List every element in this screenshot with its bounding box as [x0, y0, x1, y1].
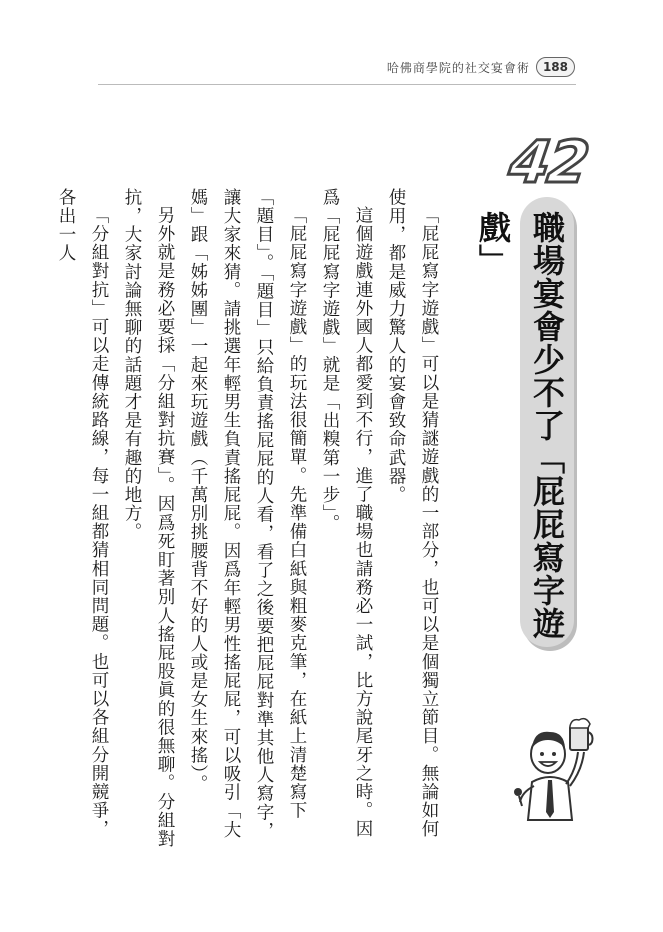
body-text [56, 188, 445, 848]
page-number: 188 [536, 57, 575, 77]
paragraph-1: 「屁屁寫字遊戲」可以是猜謎遊戲的一部分，也可以是個獨立節目。無論如何使用，都是威力驚人的宴會致命武器。 [386, 188, 439, 838]
paragraph-3: 「屁屁寫字遊戲」的玩法很簡單。先準備白紙與粗麥克筆，在紙上清楚寫下「題目」。「題目」只給負責搖屁屁的人看，看了之後要把屁屁對準其他人寫字，讓大家來猜。請挑選年輕男生負責搖屁屁。因爲年輕男性搖屁屁，可以吸引「大媽」跟「姊姊團」一起來玩遊戲（千萬別挑腰背不好的人或是女生來搖）。 [188, 188, 307, 841]
running-header [0, 57, 575, 77]
book-title: 哈佛商學院的社交宴會術 [386, 60, 530, 75]
paragraph-2: 這個遊戲連外國人都愛到不行，進了職場也請務必一試，比方說尾牙之時。因爲「屁屁寫字遊戲」就是「出糗第一步」。 [320, 188, 373, 838]
paragraph-4: 另外就是務必要採「分組對抗賽」。因爲死盯著別人搖屁股眞的很無聊。分組對抗，大家討論無聊的話題才是有趣的地方。 [122, 188, 175, 848]
chapter-number: 42 [505, 128, 592, 196]
header-divider [98, 84, 576, 85]
paragraph-5: 「分組對抗」可以走傳統路線，每一組都猜相同問題。也可以各組分開競爭，各出一人 [56, 188, 109, 838]
man-with-beer-mug-icon [510, 712, 594, 822]
chapter-title: 職場宴會少不了「屁屁寫字遊戲」 [474, 211, 566, 640]
